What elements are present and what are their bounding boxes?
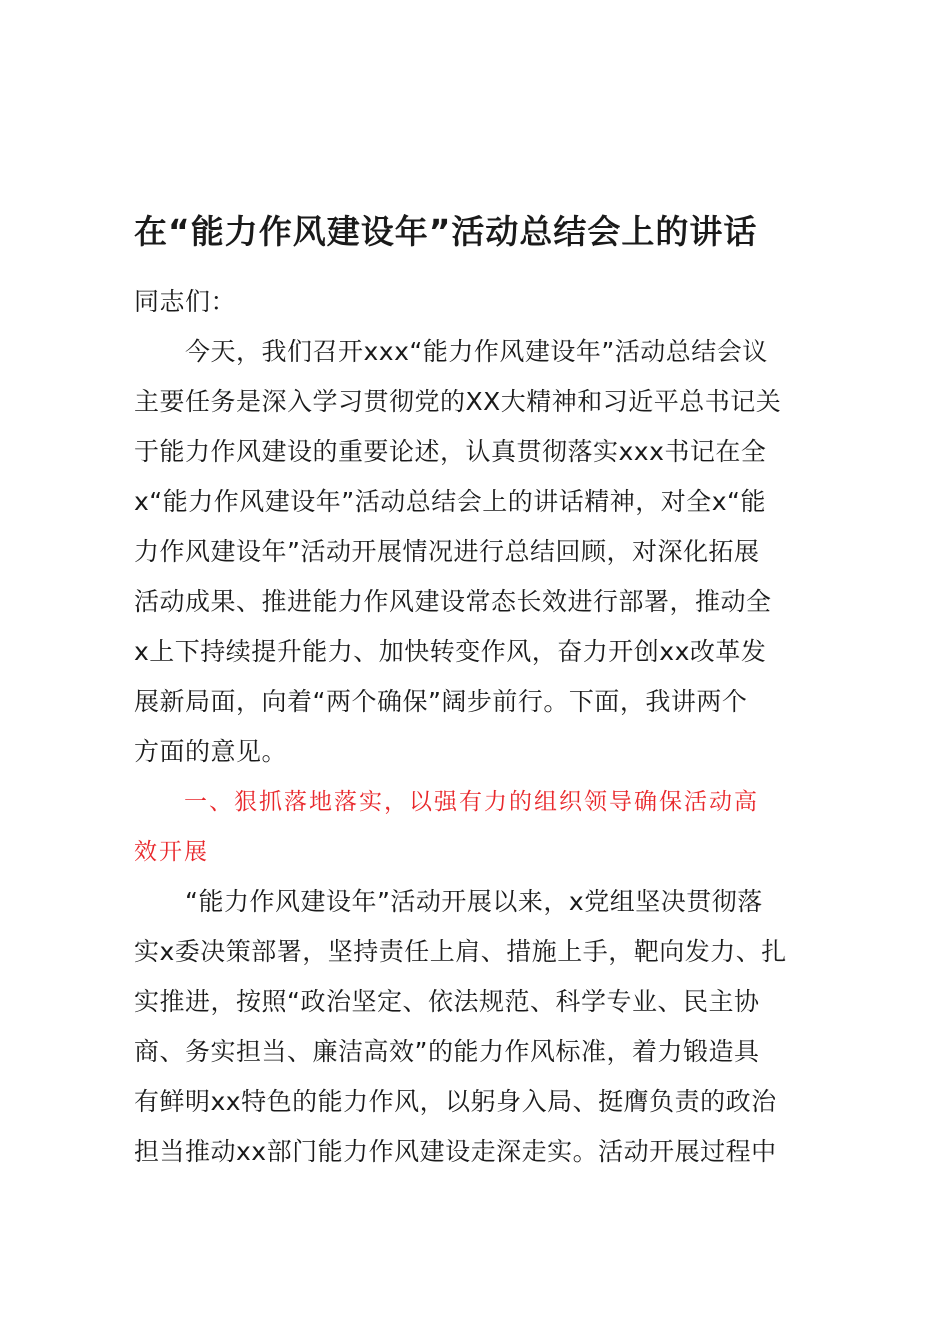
document-title: 在“能力作风建设年”活动总结会上的讲话 <box>134 212 758 251</box>
paragraph-line: 方面的意见。 <box>134 737 288 766</box>
paragraph-line: 担当推动xx部门能力作风建设走深走实。活动开展过程中 <box>134 1137 777 1166</box>
paragraph-line: x上下持续提升能力、加快转变作风，奋力开创xx改革发 <box>134 637 767 666</box>
paragraph-line: 商、务实担当、廉洁高效”的能力作风标准，着力锻造具 <box>134 1037 760 1066</box>
section-heading-line: 一、狠抓落地落实，以强有力的组织领导确保活动高 <box>134 789 759 815</box>
paragraph-line: 于能力作风建设的重要论述，认真贯彻落实xxx书记在全 <box>134 437 767 466</box>
paragraph-line: 展新局面，向着“两个确保”阔步前行。下面，我讲两个 <box>134 687 748 716</box>
paragraph-line: 实x委决策部署，坚持责任上肩、措施上手，靶向发力、扎 <box>134 937 787 966</box>
paragraph-line: x“能力作风建设年”活动总结会上的讲话精神，对全x“能 <box>134 487 766 516</box>
paragraph-line: 今天，我们召开xxx“能力作风建设年”活动总结会议 <box>134 337 768 366</box>
paragraph-line: 活动成果、推进能力作风建设常态长效进行部署，推动全 <box>134 587 772 616</box>
paragraph-line: 主要任务是深入学习贯彻党的XX大精神和习近平总书记关 <box>134 387 782 416</box>
paragraph-line: 力作风建设年”活动开展情况进行总结回顾，对深化拓展 <box>134 537 760 566</box>
paragraph-line: 实推进，按照“政治坚定、依法规范、科学专业、民主协 <box>134 987 760 1016</box>
salutation: 同志们： <box>134 287 237 316</box>
paragraph-line: 有鲜明xx特色的能力作风，以躬身入局、挺膺负责的政治 <box>134 1087 777 1116</box>
paragraph-line: “能力作风建设年”活动开展以来，x党组坚决贯彻落 <box>134 887 763 916</box>
section-heading-line: 效开展 <box>134 839 209 865</box>
